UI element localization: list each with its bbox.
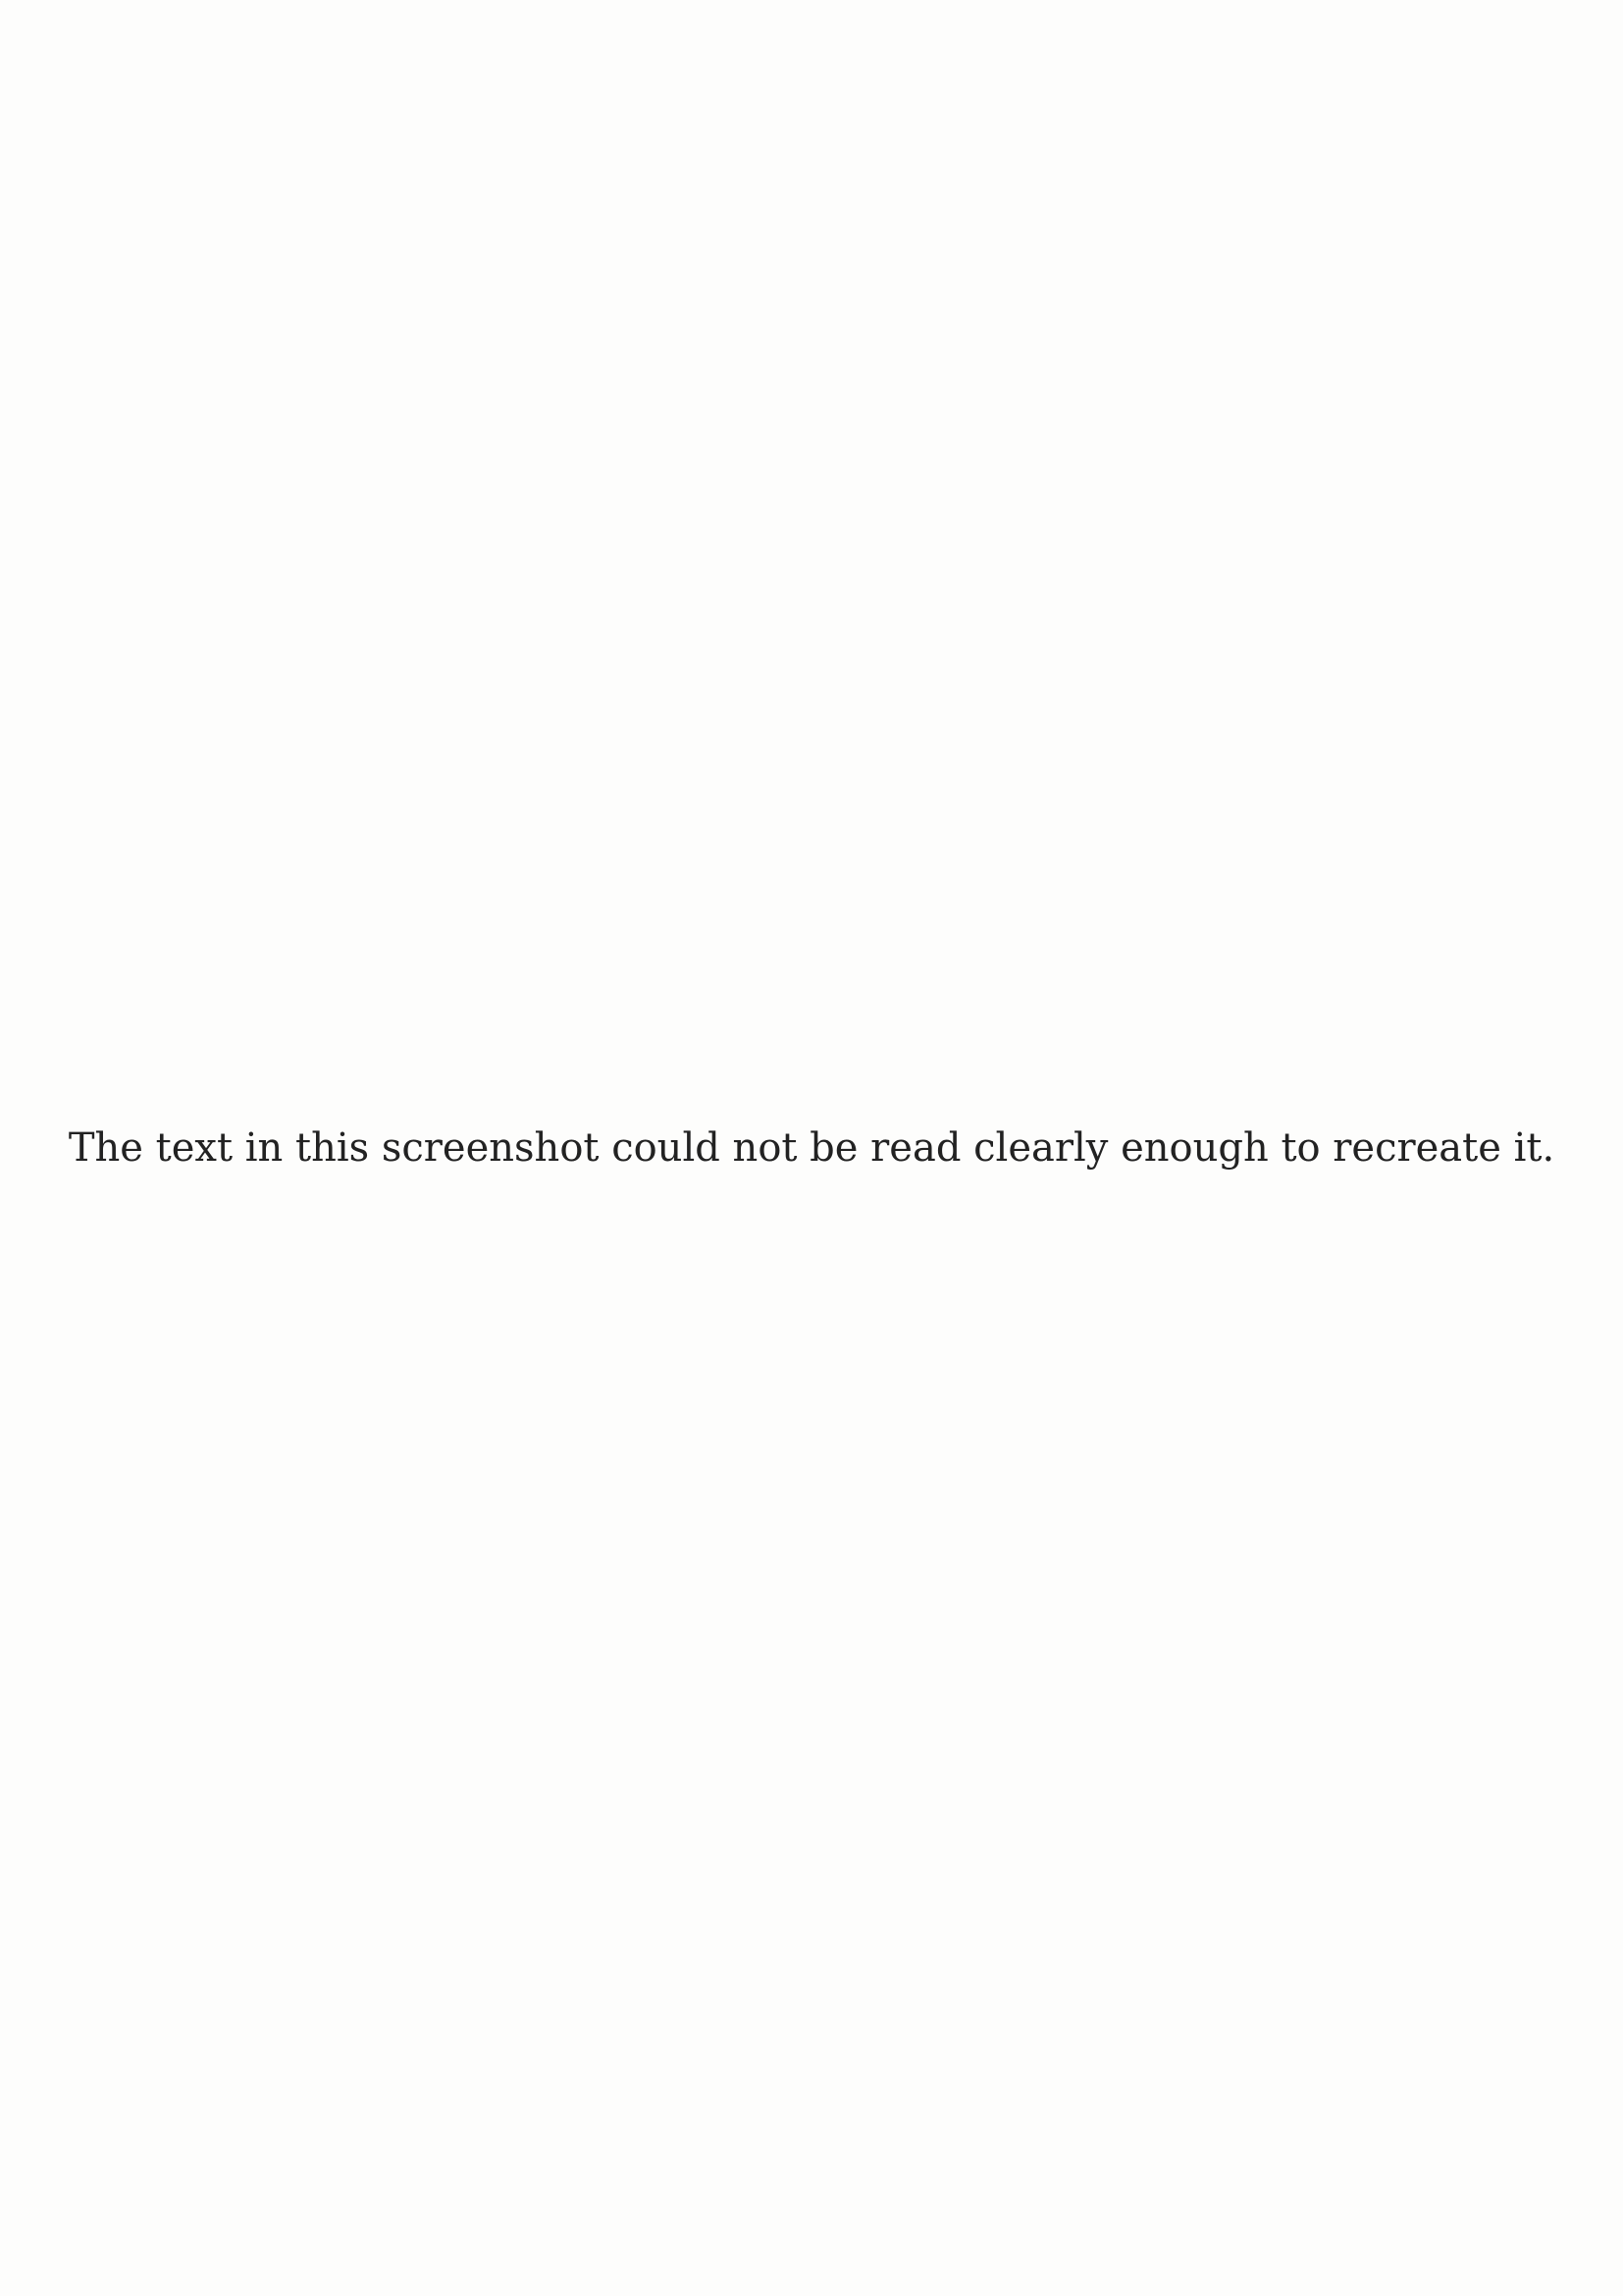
unreadable-notice: The text in this screenshot could not be read clearly enough to recreate it. xyxy=(68,1125,1555,1171)
